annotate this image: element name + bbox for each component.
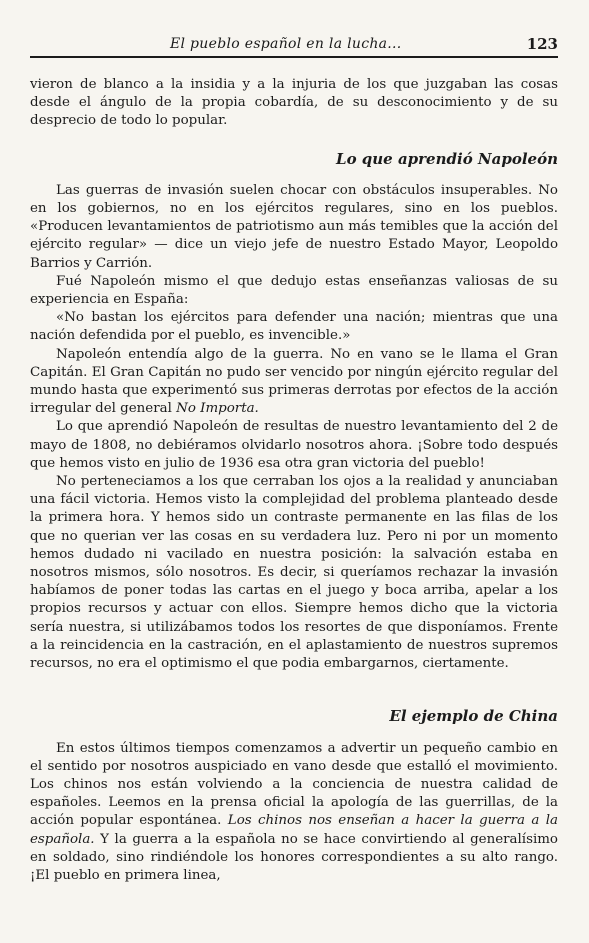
running-title: El pueblo español en la lucha...	[170, 36, 402, 52]
section-heading: Lo que aprendió Napoleón	[336, 149, 558, 168]
page-number: 123	[526, 35, 558, 53]
quotation-paragraph: «No bastan los ejércitos para defender una nación; mientras que una nación defendida por el pueblo, es invencible.»	[30, 310, 558, 344]
emphasis-text: No Importa.	[176, 401, 259, 417]
emphasis-text: Los chinos nos enseñan a hacer la guerra a la española.	[30, 813, 558, 847]
paragraph: Las guerras de invasión suelen chocar con obstáculos insuperables. No en los gobiernos, no en los ejércitos regulares, sino en los pueblos. «Producen levantamientos de patriotismo aun más temibles que la acción del ejército regular» — dice un viejo jefe de nuestro Estado Mayor, Leopoldo Barrios y Carrión.	[30, 182, 558, 271]
paragraph: Lo que aprendió Napoleón de resultas de nuestro levantamiento del 2 de mayo de 1808, no debiéramos olvidarlo nosotros ahora. ¡Sobre todo después que hemos visto en julio de 1936 esa otra gran victoria del pueblo!	[30, 419, 558, 471]
paragraph-text: Y la guerra a la española no se hace convirtiendo al generalísimo en soldado, sino rindiéndole los honores correspondientes a su alto rango. ¡El pueblo en primera linea,	[30, 831, 558, 883]
paragraph: vieron de blanco a la insidia y a la injuria de los que juzgaban las cosas desde el ángulo de la propia cobardía, de su desconocimiento y de su desprecio de todo lo popular.	[30, 77, 558, 129]
section-heading: El ejemplo de China	[389, 707, 558, 726]
paragraph-text: En estos últimos tiempos comenzamos a advertir un pequeño cambio en el sentido por nosotros auspiciado en vano desde que estalló el movimiento. Los chinos nos están volviendo a la conciencia de nuestra calidad de españoles. Leemos en la prensa oficial la apología de las guerrillas, de la acción popular espontánea.	[30, 740, 558, 829]
paragraph: Fué Napoleón mismo el que dedujo estas enseñanzas valiosas de su experiencia en España:	[30, 273, 558, 308]
page-header	[30, 30, 558, 58]
paragraph: No perteneciamos a los que cerraban los ojos a la realidad y anunciaban una fácil victoria. Hemos visto la complejidad del problema planteado desde la primera hora. Y hemos sido un contraste permanente en las filas de los que no querian ver las cosas en su verdadera luz. Pero ni por un momento hemos dudado ni vacilado en nuestra posición: la salvación estaba en nosotros mismos, sólo nosotros. Es decir, si queríamos rechazar la invasión habíamos de poner todas las cartas en el juego y boca arriba, apelar a los propios recursos y actuar con ellos. Siempre hemos dicho que la victoria sería nuestra, si utilizábamos todos los resortes de que disponíamos. Frente a la reincidencia en la castración, en el aplastamiento de nuestros supremos recursos, no era el optimismo el que podia embargarnos, ciertamente.	[30, 474, 558, 672]
paragraph	[30, 346, 558, 419]
paragraph-text: Napoleón entendía algo de la guerra. No en vano se le llama el Gran Capitán. El Gran Capitán no pudo ser vencido por ningún ejército regular del mundo hasta que experimentó sus primeras derrotas por efectos de la acción irregular del general	[30, 346, 558, 417]
paragraph	[30, 740, 558, 886]
body-text	[30, 76, 558, 885]
